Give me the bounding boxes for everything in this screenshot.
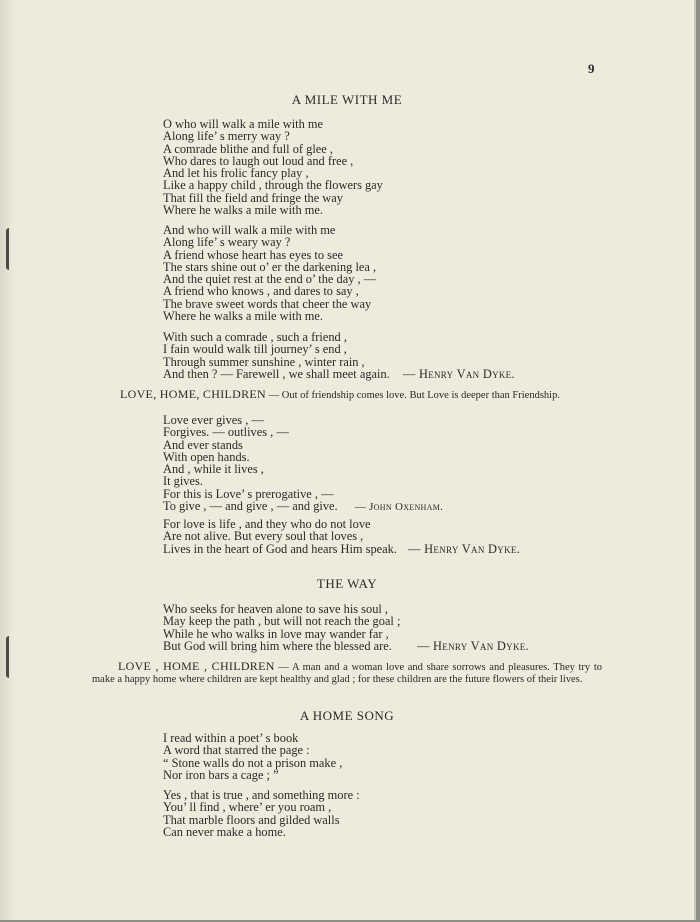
note-lead: LOVE , HOME , CHILDREN [118,659,275,673]
staple-bottom [6,636,19,678]
poem-line: Where he walks a mile with me. [163,203,323,218]
poem-line [163,368,515,380]
poem1-stanza-3 [163,331,515,380]
author-attribution: — John Oxenham. [354,501,444,514]
note-lead: LOVE, HOME, CHILDREN [120,387,266,401]
note-love-home-children-2 [92,660,602,686]
poem-line: For this is Love’ s prerogative , — [163,486,334,501]
poem-line: Nor iron bars a cage ; ” [163,767,279,782]
poem-line: Who dares to laugh out loud and free , [163,153,354,168]
poem-line: For love is life , and they who do not love [163,517,371,531]
poem-line: The stars shine out o’ er the darkening lea , [163,259,377,274]
poem-line: Along life’ s weary way ? [163,235,291,250]
author-attribution: — Henry Van Dyke. [402,366,515,381]
poem-line: With open hands. [163,449,250,464]
poem-line: Forgives. — outlives , — [163,425,289,440]
poem-line: Are not alive. But every soul that loves , [163,529,364,544]
note-text: — Out of friendship comes love. But Love is deeper than Friendship. [268,390,560,401]
poem-line [163,640,529,652]
note-love-home-children-1 [120,388,560,402]
poem-line: Can never make a home. [163,824,286,839]
poem-line: Along life’ s merry way ? [163,129,290,144]
poem-line: And who will walk a mile with me [163,223,336,237]
poem-line: The brave sweet words that cheer the way [163,296,372,311]
poem-line: I read within a poet’ s book [163,731,299,745]
poem1-stanza-2 [163,224,376,322]
poem-line: A friend who knows , and dares to say , [163,284,359,299]
page-edge-shadow [0,0,14,920]
poem-line: And the quiet rest at the end o’ the day , — [163,272,377,287]
poem-line [163,543,520,555]
poem5-stanza-2 [163,789,360,838]
page-number: 9 [588,61,595,76]
poem-line: Love ever gives , — [163,413,264,427]
poem-line: And , while it lives , [163,462,264,477]
poem-line: Through summer sunshine , winter rain , [163,354,365,369]
poem-line: A word that starred the page : [163,743,310,758]
poem-line [163,500,443,513]
poem-line: May keep the path , but will not reach the goal ; [163,614,401,629]
poem-title-a-mile-with-me: A MILE WITH ME [291,92,403,107]
author-attribution: — Henry Van Dyke. [408,541,521,556]
poem-line: Where he walks a mile with me. [163,309,323,324]
poem2-stanza [163,414,443,513]
poem-line: “ Stone walls do not a prison make , [163,755,343,770]
poem-line: That fill the field and fringe the way [163,190,343,205]
poem3-stanza [163,518,520,555]
staple-top [6,228,19,270]
poem-line-text: And then ? — Farewell , we shall meet again. [163,366,390,381]
poem-line: That marble floors and gilded walls [163,812,340,827]
poem-line: A comrade blithe and full of glee , [163,141,333,156]
poem-line: With such a comrade , such a friend , [163,330,347,344]
poem5-stanza-1 [163,732,342,781]
poem-line-text: To give , — and give , — and give. [163,499,338,514]
poem4-stanza [163,603,529,652]
poem-line: Who seeks for heaven alone to save his soul , [163,602,389,616]
poem1-stanza-1 [163,118,383,216]
poem-line: A friend whose heart has eyes to see [163,247,343,262]
poem-line-text: Lives in the heart of God and hears Him speak. [163,541,397,556]
poem-line-text: But God will bring him where the blessed are. [163,638,392,653]
poem-line: I fain would walk till journey’ s end , [163,342,347,357]
note-text: — A man and a woman love and share sorrows and pleasures. They try to make a happy home where children are kept healthy and glad ; for these children are the future flowers of their lives. [92,662,602,685]
poem-line: And let his frolic fancy play , [163,166,309,181]
poem-title-a-home-song: A HOME SONG [299,708,395,723]
poem-line: Yes , that is true , and something more : [163,788,360,802]
poem-line: And ever stands [163,437,243,452]
poem-line: Like a happy child , through the flowers gay [163,178,383,193]
poem-line: It gives. [163,474,203,489]
poem-line: You’ ll find , where’ er you roam , [163,800,332,815]
author-attribution: — Henry Van Dyke. [416,638,529,653]
poem-line: O who will walk a mile with me [163,117,324,131]
poem-title-the-way: THE WAY [316,576,378,591]
poem-line: While he who walks in love may wander far , [163,626,389,641]
